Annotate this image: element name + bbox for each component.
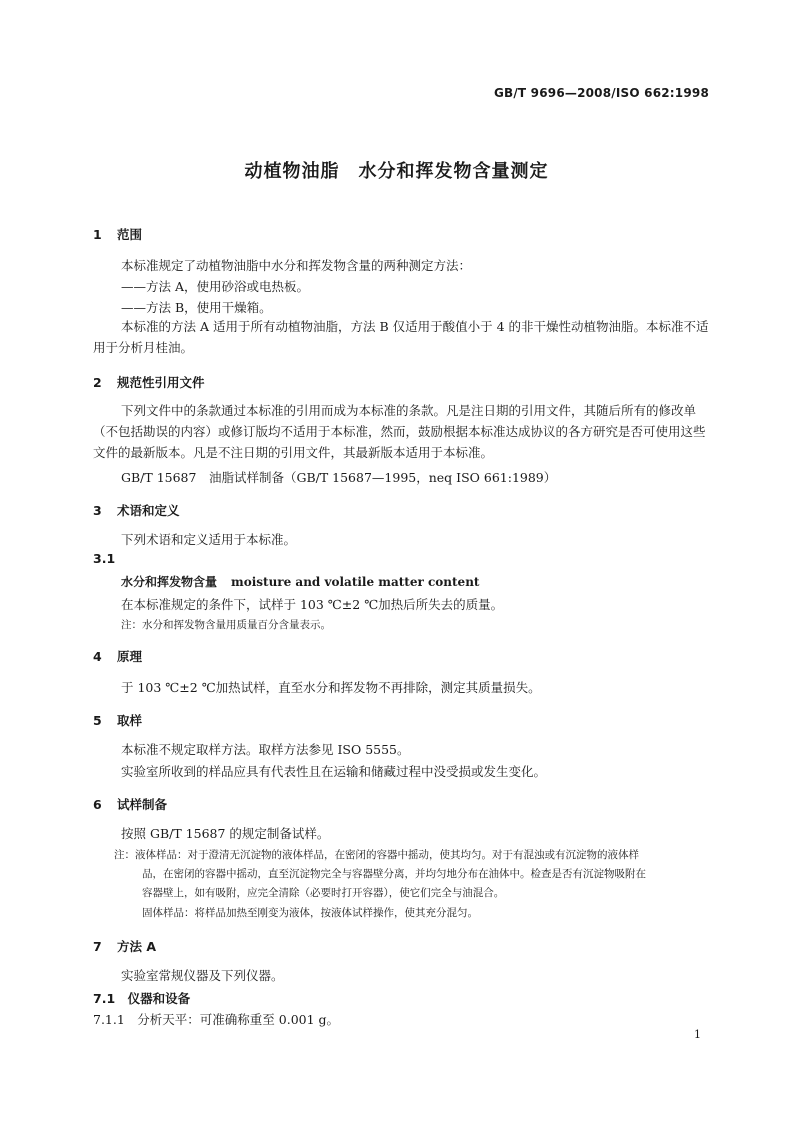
s6-note-line-1: 注：液体样品：对于澄清无沉淀物的液体样品，在密闭的容器中摇动，使其均匀。对于有混浊或有沉淀物的液体样 (114, 849, 639, 861)
s3-paragraph-1: 下列术语和定义适用于本标准。 (121, 532, 297, 547)
s1-paragraph-1: 本标准规定了动植物油脂中水分和挥发物含量的两种测定方法： (121, 258, 472, 273)
term-entry (121, 573, 479, 590)
s1-method-b: ——方法 B，使用干燥箱。 (121, 300, 272, 315)
section-1-heading (93, 225, 142, 243)
clause-7-1-heading: 7.1 仪器和设备 (93, 991, 191, 1006)
s2-paragraph-1: 下列文件中的条款通过本标准的引用而成为本标准的条款。凡是注日期的引用文件，其随后所有的修改单（不包括勘误的内容）或修订版均不适用于本标准，然而，鼓励根据本标准达成协议的各方研究是否可使用这些文件的最新版本。凡是不注日期的引用文件，其最新版本适用于本标准。 (93, 403, 706, 460)
section-7-heading (93, 937, 156, 955)
clause-7-1-1: 7.1.1 分析天平：可准确称重至 0.001 g。 (93, 1012, 340, 1027)
s6-note-line-2: 品，在密闭的容器中摇动，直至沉淀物完全与容器壁分离，并均匀地分布在油体中。检查是否有沉淀物吸附在 (142, 868, 646, 880)
section-2-heading (93, 373, 205, 391)
section-4-heading (93, 647, 142, 665)
section-7-number: 7 (93, 939, 102, 954)
s5-paragraph-1: 本标准不规定取样方法。取样方法参见 ISO 5555。 (121, 742, 410, 757)
section-6-heading (93, 795, 167, 813)
section-3-title: 术语和定义 (117, 503, 180, 518)
section-2-title: 规范性引用文件 (117, 375, 205, 390)
term-definition: 在本标准规定的条件下，试样于 103 ℃±2 ℃加热后所失去的质量。 (121, 597, 504, 612)
section-3-number: 3 (93, 503, 102, 518)
section-1-number: 1 (93, 227, 102, 242)
section-5-number: 5 (93, 713, 102, 728)
section-6-number: 6 (93, 797, 102, 812)
section-4-number: 4 (93, 649, 102, 664)
s1-paragraph-4: 本标准的方法 A 适用于所有动植物油脂，方法 B 仅适用于酸值小于 4 的非干燥性动植物油脂。本标准不适用于分析月桂油。 (93, 319, 709, 355)
s7-paragraph-1: 实验室常规仪器及下列仪器。 (121, 968, 284, 983)
section-2-number: 2 (93, 375, 102, 390)
section-3-heading (93, 501, 180, 519)
s2-reference: GB/T 15687 油脂试样制备（GB/T 15687—1995，neq ISO 661:1989） (121, 470, 557, 485)
s5-paragraph-2: 实验室所收到的样品应具有代表性且在运输和储藏过程中没受损或发生变化。 (121, 764, 547, 779)
section-7-title: 方法 A (117, 939, 157, 954)
page-title: 动植物油脂 水分和挥发物含量测定 (244, 161, 549, 182)
section-5-title: 取样 (117, 713, 143, 728)
s3-note: 注：水分和挥发物含量用质量百分含量表示。 (121, 619, 331, 631)
page-number: 1 (694, 1028, 701, 1041)
s6-note-line-4: 固体样品：将样品加热至刚变为液体，按液体试样操作，使其充分混匀。 (142, 907, 478, 919)
term-english: moisture and volatile matter content (231, 575, 480, 589)
term-chinese: 水分和挥发物含量 (121, 575, 218, 589)
clause-3-1-number: 3.1 (93, 551, 116, 566)
s6-note-line-3: 容器壁上，如有吸附，应完全清除（必要时打开容器），使它们完全与油混合。 (142, 887, 505, 899)
section-5-heading (93, 711, 142, 729)
section-1-title: 范围 (117, 227, 143, 242)
s1-method-a: ——方法 A，使用砂浴或电热板。 (121, 279, 310, 294)
standard-code: GB/T 9696—2008/ISO 662:1998 (493, 86, 709, 100)
section-4-title: 原理 (117, 649, 143, 664)
section-6-title: 试样制备 (117, 797, 168, 812)
s4-paragraph-1: 于 103 ℃±2 ℃加热试样，直至水分和挥发物不再排除，测定其质量损失。 (121, 680, 541, 695)
s6-paragraph-1: 按照 GB/T 15687 的规定制备试样。 (121, 826, 330, 841)
